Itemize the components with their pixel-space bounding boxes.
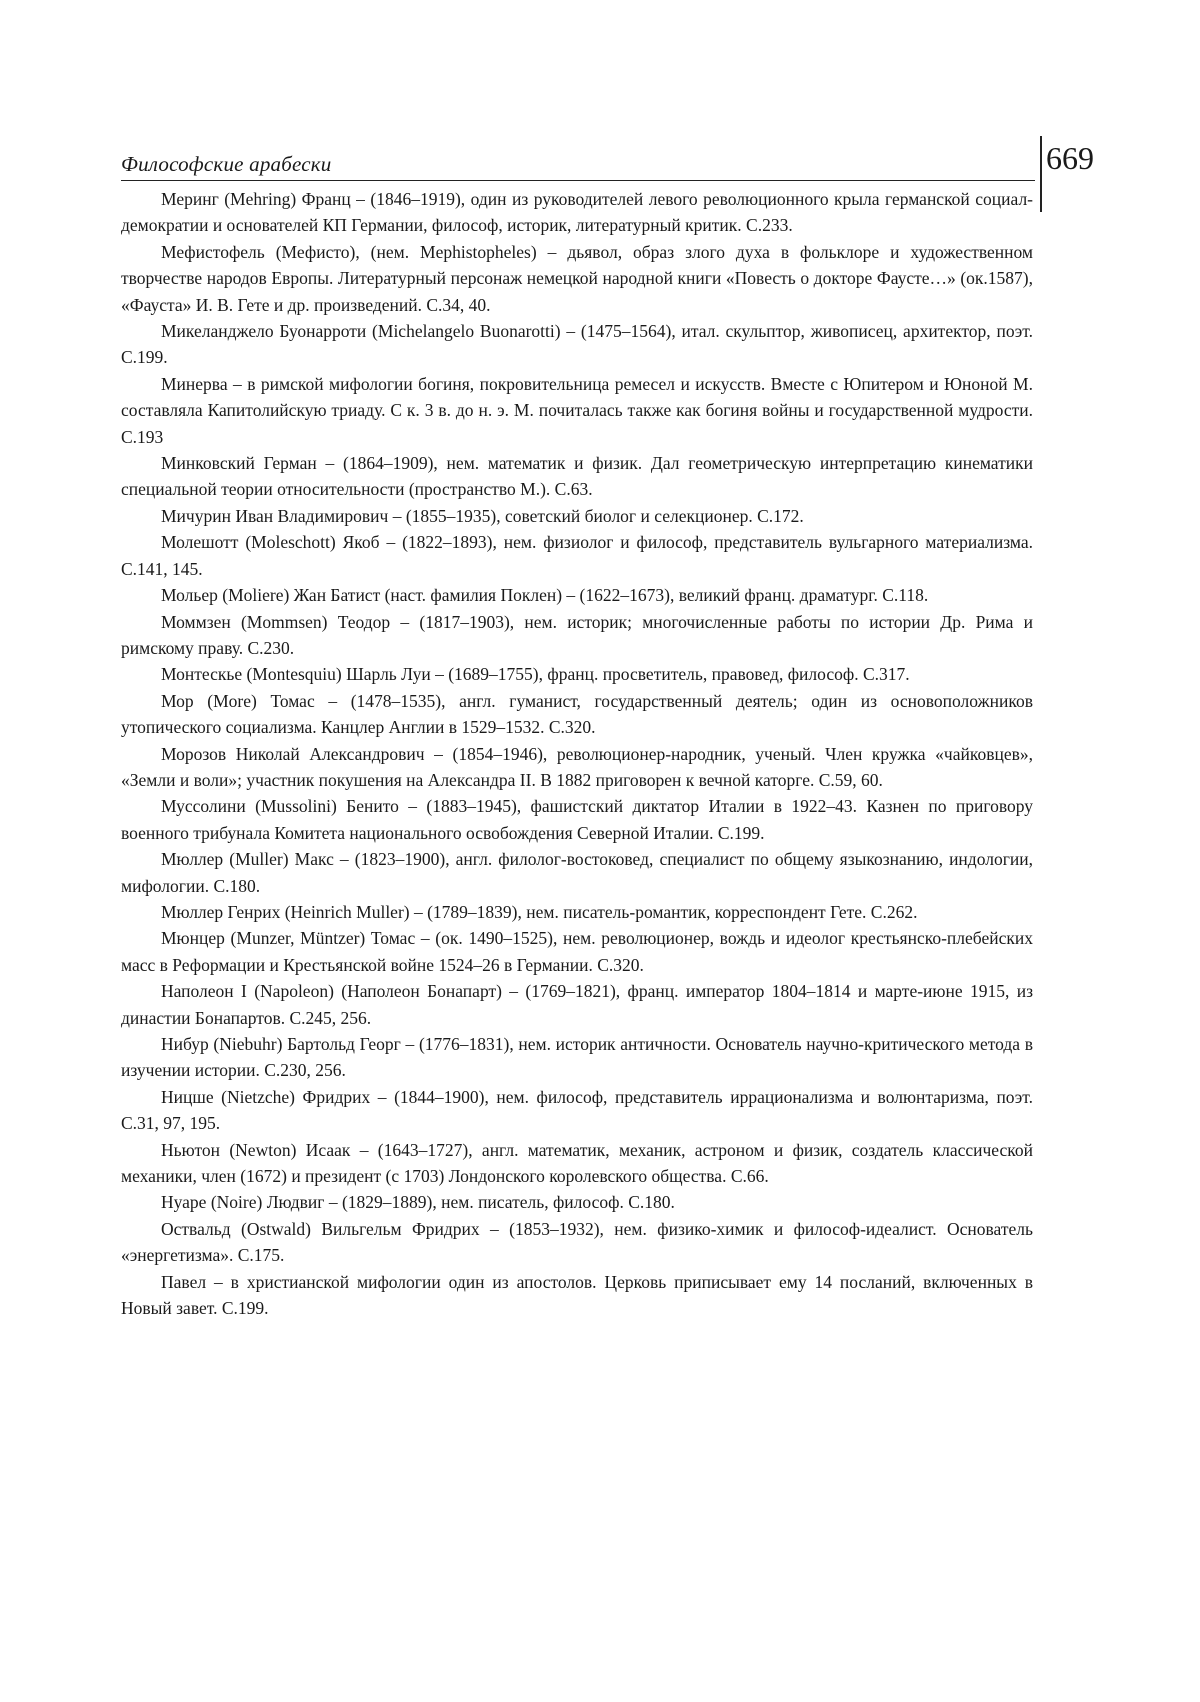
index-entry: Мор (More) Томас – (1478–1535), англ. гуманист, государственный деятель; один из основоположников утопического социализма. Канцлер Англии в 1529–1532. С.320.: [121, 690, 1033, 738]
index-entry: Минерва – в римской мифологии богиня, покровительница ремесел и искусств. Вместе с Юпитером и Юноной М. составляла Капитолийскую триаду. С к. 3 в. до н. э. М. почиталась также как богиня войны и государственной мудрости. С.193: [121, 373, 1033, 447]
index-entry: Мичурин Иван Владимирович – (1855–1935), советский биолог и селекционер. С.172.: [161, 505, 804, 526]
index-entries: [121, 186, 1033, 1321]
index-entry: Мефистофель (Мефисто), (нем. Mephistopheles) – дьявол, образ злого духа в фольклоре и художественном творчестве народов Европы. Литературный персонаж немецкой народной книги «Повесть о докторе Фаусте…» (ок.1587), «Фауста» И. В. Гете и др. произведений. С.34, 40.: [121, 241, 1033, 315]
index-entry: Оствальд (Ostwald) Вильгельм Фридрих – (1853–1932), нем. физико-химик и философ-идеалист. Основатель «энергетизма». С.175.: [121, 1218, 1033, 1266]
index-entry: Ньютон (Newton) Исаак – (1643–1727), англ. математик, механик, астроном и физик, создатель классической механики, член (1672) и президент (с 1703) Лондонского королевского общества. С.66.: [121, 1139, 1033, 1187]
index-entry: Мольер (Moliere) Жан Батист (наст. фамилия Поклен) – (1622–1673), великий франц. драматург. С.118.: [161, 585, 929, 606]
header-rule: [121, 180, 1035, 181]
index-entry: Павел – в христианской мифологии один из апостолов. Церковь приписывает ему 14 посланий, включенных в Новый завет. С.199.: [121, 1271, 1033, 1319]
index-entry: Монтескье (Montesquiu) Шарль Луи – (1689–1755), франц. просветитель, правовед, философ. С.317.: [161, 664, 910, 685]
index-entry: Мюллер (Muller) Макс – (1823–1900), англ. филолог-востоковед, специалист по общему языкознанию, индологии, мифологии. С.180.: [121, 849, 1033, 896]
index-entry: Минковский Герман – (1864–1909), нем. математик и физик. Дал геометрическую интерпретацию кинематики специальной теории относительности (пространство М.). С.63.: [121, 453, 1033, 500]
index-entry: Муссолини (Mussolini) Бенито – (1883–1945), фашистский диктатор Италии в 1922–43. Казнен по приговору военного трибунала Комитета национального освобождения Северной Италии. С.199.: [121, 796, 1033, 843]
index-entry: Микеланджело Буонарроти (Michelangelo Buonarotti) – (1475–1564), итал. скульптор, живописец, архитектор, поэт. С.199.: [121, 321, 1033, 368]
index-entry: Молешотт (Moleschott) Якоб – (1822–1893), нем. физиолог и философ, представитель вульгарного материализма. С.141, 145.: [121, 532, 1033, 579]
index-entry: Ницше (Nietzche) Фридрих – (1844–1900), нем. философ, представитель иррационализма и волюнтаризма, поэт. С.31, 97, 195.: [121, 1086, 1033, 1134]
index-entry: Моммзен (Mommsen) Теодор – (1817–1903), нем. историк; многочисленные работы по истории Др. Рима и римскому праву. С.230.: [121, 611, 1033, 658]
index-entry: Мюнцер (Munzer, Müntzer) Томас – (ок. 1490–1525), нем. революционер, вождь и идеолог крестьянско-плебейских масс в Реформации и Крестьянской войне 1524–26 в Германии. С.320.: [121, 928, 1033, 975]
index-entry: Наполеон I (Napoleon) (Наполеон Бонапарт) – (1769–1821), франц. император 1804–1814 и марте-июне 1915, из династии Бонапартов. С.245, 256.: [121, 981, 1033, 1028]
page-number-rule: [1040, 136, 1042, 212]
index-entry: Нуаре (Noire) Людвиг – (1829–1889), нем. писатель, философ. С.180.: [161, 1192, 675, 1213]
index-entry: Морозов Николай Александрович – (1854–1946), революционер-народник, ученый. Член кружка «чайковцев», «Земли и воли»; участник покушения на Александра II. В 1882 приговорен к вечной каторге. С.59, 60.: [121, 743, 1033, 790]
page-number: 669: [1046, 140, 1094, 176]
index-entry: Меринг (Mehring) Франц – (1846–1919), один из руководителей левого революционного крыла германской социал-демократии и основателей КП Германии, философ, историк, литературный критик. С.233.: [121, 189, 1033, 236]
index-entry: Нибур (Niebuhr) Бартольд Георг – (1776–1831), нем. историк античности. Основатель научно-критического метода в изучении истории. С.230, 256.: [121, 1034, 1033, 1081]
running-title: Философские арабески: [121, 152, 332, 176]
index-entry: Мюллер Генрих (Heinrich Muller) – (1789–1839), нем. писатель-романтик, корреспондент Гете. С.262.: [161, 901, 918, 922]
